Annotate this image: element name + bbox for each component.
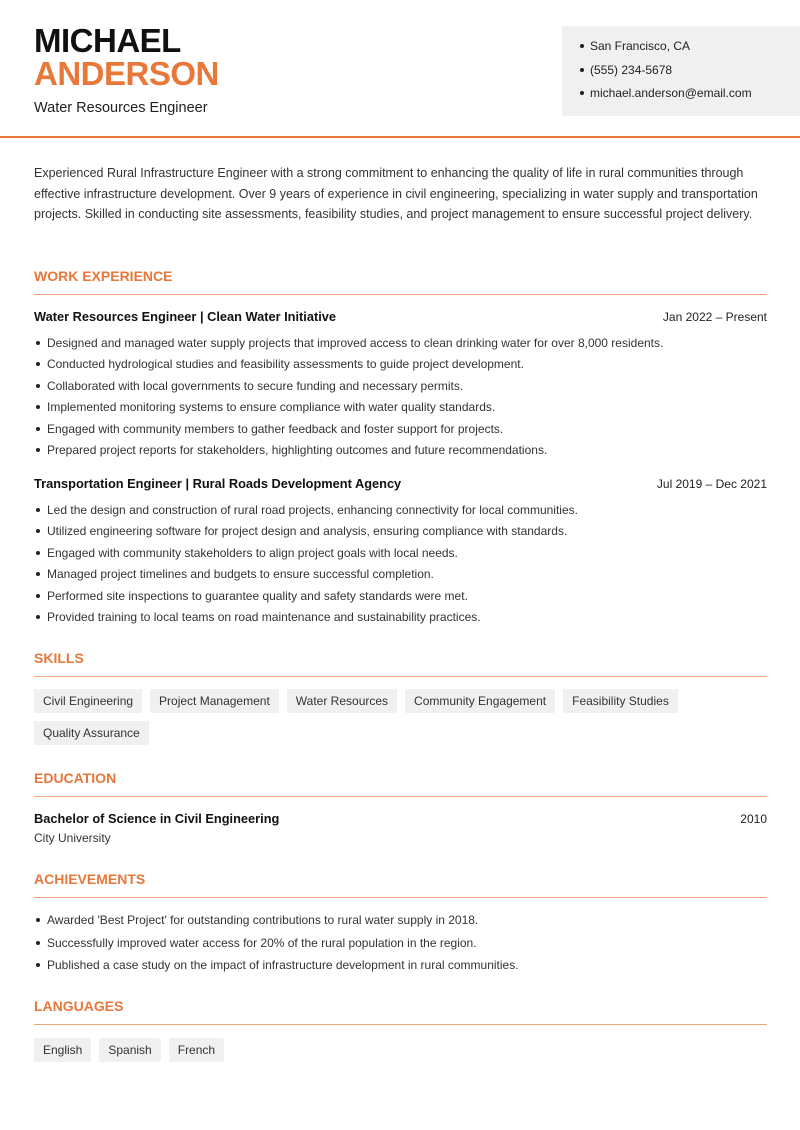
contact-email [580,85,800,109]
bullet-text: Implemented monitoring systems to ensure compliance with water quality standards. [47,400,496,415]
language-tag: English [34,1038,91,1062]
job-header [34,476,767,491]
section-divider [34,796,767,797]
bullet-icon [36,448,40,452]
education-school: City University [34,831,111,845]
job-header [34,309,767,324]
location-text: San Francisco, CA [590,39,691,53]
contact-phone [580,62,800,86]
bullet-icon [36,594,40,598]
bullet-icon [36,384,40,388]
bullet-icon [36,529,40,533]
bullet-text: Prepared project reports for stakeholders, highlighting outcomes and future recommendations. [47,442,548,457]
section-divider [34,1024,767,1025]
phone-text: (555) 234-5678 [590,62,673,77]
summary: Experienced Rural Infrastructure Engineer with a strong commitment to enhancing the quality of life in rural communities through effective infrastructure development. Over 9 years of experience in civil engineering, specializing in water supply and transportation projects. Skilled in conducting site assessments, feasibility studies, and project management to ensure successful project delivery. [34,166,758,222]
job-title: Water Resources Engineer [34,100,208,116]
bullet-icon [36,963,40,967]
list-item [34,957,767,980]
bullet-text: Conducted hydrological studies and feasibility assessments to guide project development. [47,357,524,372]
list-item [34,912,767,935]
list-item [34,421,767,442]
bullet-icon [36,572,40,576]
skills-tags [34,689,767,745]
bullet-icon [580,68,584,72]
contact-location [580,38,800,62]
bullet-text: Provided training to local teams on road maintenance and sustainability practices. [47,609,481,624]
email-text: michael.anderson@email.com [590,86,752,100]
list-item [34,356,767,377]
bullet-text: Utilized engineering software for project design and analysis, ensuring compliance with standards. [47,524,568,539]
bullet-text: Engaged with community members to gather feedback and foster support for projects. [47,421,504,436]
job-bullets [34,502,767,630]
bullet-text: Managed project timelines and budgets to ensure successful completion. [47,567,434,582]
job-dates: Jul 2019 – Dec 2021 [656,477,767,491]
skill-tag: Project Management [150,689,279,713]
bullet-text: Awarded 'Best Project' for outstanding contributions to rural water supply in 2018. [47,913,479,927]
section-title-education: EDUCATION [34,770,117,786]
section-title-languages: LANGUAGES [34,998,124,1014]
list-item [34,566,767,587]
education-year: 2010 [740,812,767,826]
job-role: Water Resources Engineer | Clean Water Initiative [34,309,337,324]
list-item [34,935,767,958]
list-item [34,378,767,399]
bullet-icon [36,508,40,512]
list-item [34,523,767,544]
job-dates: Jan 2022 – Present [662,310,767,324]
education-header [34,811,767,826]
bullet-text: Collaborated with local governments to secure funding and necessary permits. [47,378,464,393]
bullet-icon [36,405,40,409]
list-item [34,609,767,630]
list-item [34,502,767,523]
list-item [34,588,767,609]
bullet-text: Led the design and construction of rural road projects, enhancing connectivity for local communities. [47,503,578,517]
bullet-icon [580,44,584,48]
bullet-text: Designed and managed water supply projects that improved access to clean drinking water for over 8,000 residents. [47,336,664,350]
job-role: Transportation Engineer | Rural Roads Development Agency [34,476,402,491]
section-title-work: WORK EXPERIENCE [34,268,173,284]
language-tag: French [169,1038,224,1062]
section-divider [34,294,767,295]
section-title-achievements: ACHIEVEMENTS [34,871,146,887]
skill-tag: Water Resources [287,689,397,713]
bullet-icon [580,91,584,95]
language-tags [34,1038,767,1062]
list-item [34,399,767,420]
skill-tag: Civil Engineering [34,689,142,713]
education-degree: Bachelor of Science in Civil Engineering [34,811,280,826]
bullet-icon [36,341,40,345]
section-divider [34,897,767,898]
bullet-icon [36,427,40,431]
list-item [34,545,767,566]
bullet-text: Performed site inspections to guarantee quality and safety standards were met. [47,588,468,603]
bullet-icon [36,615,40,619]
bullet-icon [36,941,40,945]
language-tag: Spanish [99,1038,160,1062]
achievement-bullets [34,912,767,980]
bullet-icon [36,551,40,555]
bullet-icon [36,918,40,922]
job-bullets [34,335,767,463]
skill-tag: Community Engagement [405,689,555,713]
bullet-text: Successfully improved water access for 20% of the rural population in the region. [47,935,477,950]
skill-tag: Feasibility Studies [563,689,678,713]
list-item [34,335,767,356]
bullet-text: Published a case study on the impact of infrastructure development in rural communities. [47,958,519,972]
skill-tag: Quality Assurance [34,721,149,745]
section-title-skills: SKILLS [34,650,84,666]
bullet-icon [36,362,40,366]
section-divider [34,676,767,677]
bullet-text: Engaged with community stakeholders to align project goals with local needs. [47,545,458,560]
first-name: MICHAEL [34,22,181,59]
resume-header [0,0,800,138]
last-name: ANDERSON [34,55,219,92]
list-item [34,442,767,463]
contact-box [562,26,800,116]
